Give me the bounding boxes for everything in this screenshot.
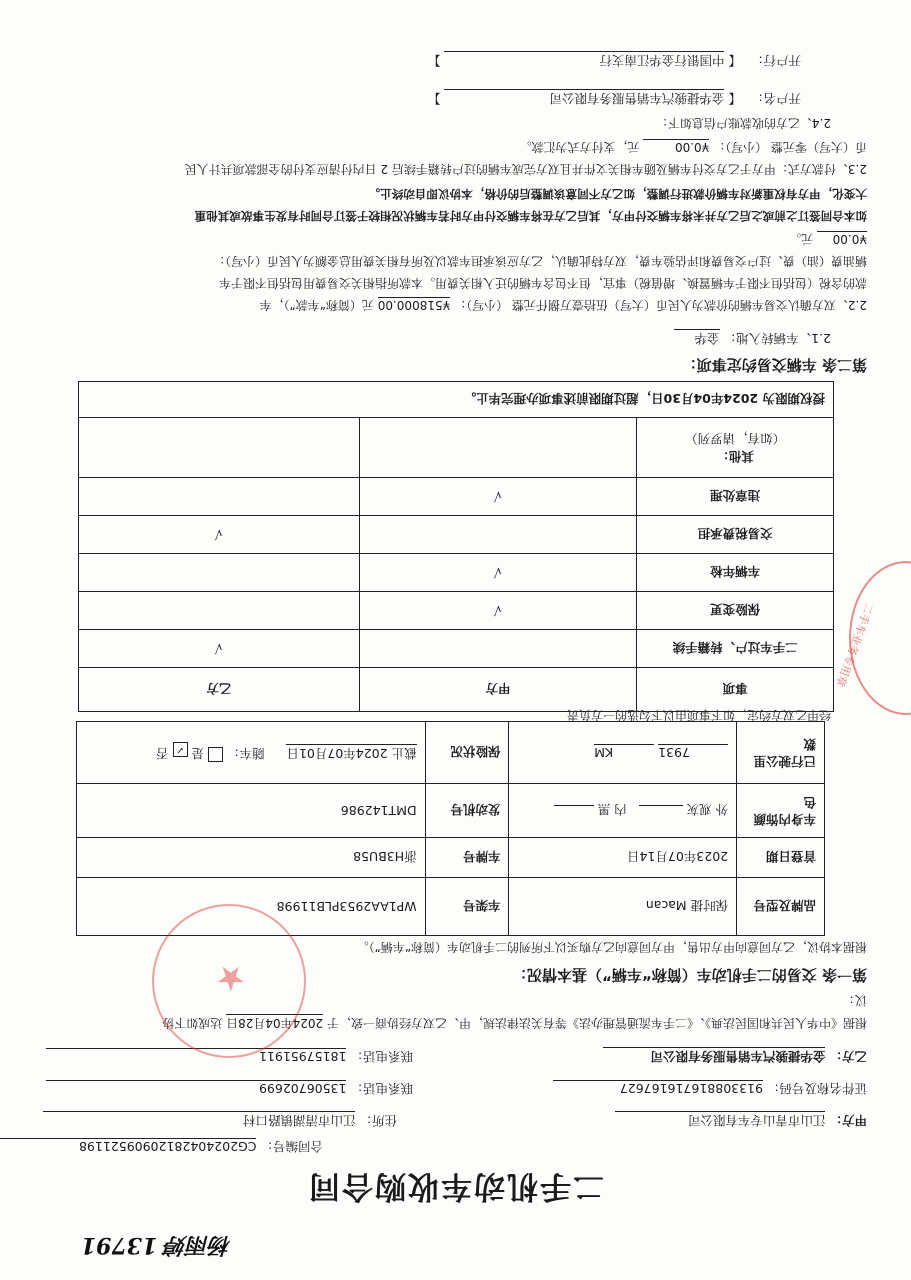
seal-text: 二手车业务专用章 bbox=[833, 601, 876, 689]
plate-value: 浙H3BU58 bbox=[77, 838, 426, 878]
clause-2-1-value: 金华 bbox=[674, 329, 720, 348]
clause-2-2-line4 bbox=[789, 231, 867, 248]
color-exterior-line bbox=[639, 806, 683, 807]
buyer-phone: 13506702699 bbox=[47, 1080, 347, 1096]
table-row bbox=[79, 478, 834, 516]
brand-label: 品牌及型号 bbox=[737, 878, 825, 936]
duty-table bbox=[78, 381, 834, 712]
account-name-label: 开户名： bbox=[750, 91, 801, 106]
duty-intro: 经甲乙双方约定，如下事项由以下勾选的一方负责 bbox=[566, 708, 831, 722]
table-row bbox=[79, 592, 834, 630]
insurance-yes-checkbox[interactable] bbox=[208, 747, 223, 762]
clause-2-3-method: 元，支付方式为汇款。 bbox=[519, 140, 640, 154]
duty-buyer-check bbox=[359, 516, 637, 554]
duty-seller-check bbox=[79, 592, 360, 630]
preamble-line2: 议： bbox=[841, 993, 867, 1008]
bold-clause-line1: 如本合同签订之前或之后乙方并未将车辆交付甲方，其后乙方在将车辆交付甲方时若车辆状况相较于签订合同时有发生事故或其他重 bbox=[194, 209, 867, 223]
vin-label: 车架号 bbox=[425, 878, 509, 936]
account-bank-bracket-close: 】 bbox=[428, 53, 441, 68]
vin-value: WP1AA2953PLB11998 bbox=[77, 878, 426, 936]
bold-clause-line2: 大变化，甲方有权重新对车辆价款进行调整，如乙方不同意该调整后的价格，本协议即自动终止。 bbox=[368, 187, 867, 201]
clause-2-1 bbox=[674, 329, 831, 348]
clause-2-3-line2 bbox=[519, 139, 867, 156]
registration-value: 2023年07月14日 bbox=[509, 838, 737, 878]
mileage-unit: KM bbox=[594, 745, 654, 761]
account-name-row bbox=[428, 89, 801, 108]
duty-seller-check: √ bbox=[79, 516, 360, 554]
buyer-address-row bbox=[44, 1111, 398, 1130]
insurance-yes-label: 是 bbox=[191, 746, 205, 761]
duty-buyer-check: √ bbox=[359, 592, 637, 630]
insurance-date: 截止 2024年07月01日 bbox=[286, 746, 417, 761]
account-bank-bracket-open: 【 bbox=[728, 53, 741, 68]
plate-label: 车牌号 bbox=[425, 838, 509, 878]
table-row bbox=[79, 668, 834, 712]
clause-2-3-upper: 币（大写）零元整 bbox=[770, 140, 867, 154]
contract-number-row bbox=[0, 1138, 323, 1156]
clause-2-1-label: 2.1、车辆转入地： bbox=[723, 331, 831, 346]
duty-item: 交易税费承担 bbox=[637, 516, 834, 554]
clause-2-2-price: ¥518000.00 bbox=[377, 298, 451, 312]
insurance-no-label: 否 bbox=[156, 746, 169, 761]
clause-2-3-line1 bbox=[185, 161, 867, 178]
buyer-phone-row bbox=[47, 1080, 414, 1098]
clause-2-4: 2.4、乙方的收款账户信息如下： bbox=[655, 116, 831, 130]
duty-other-label: 其他： bbox=[716, 449, 754, 464]
mileage-value-cell bbox=[509, 722, 737, 784]
duty-buyer-check: √ bbox=[359, 554, 637, 592]
color-label: 车身内饰颜色 bbox=[737, 784, 825, 838]
duty-item: 违章处理 bbox=[637, 478, 834, 516]
buyer-role: 甲方： bbox=[829, 1113, 867, 1128]
color-interior-line bbox=[554, 806, 594, 807]
table-row bbox=[77, 838, 825, 878]
duty-buyer-check: √ bbox=[359, 478, 637, 516]
account-name: 金华捷骏汽车销售服务有限公司 bbox=[445, 89, 725, 108]
color-interior: 内 黑 bbox=[597, 802, 627, 818]
duty-seller-check bbox=[79, 554, 360, 592]
buyer-phone-label: 联系电话： bbox=[350, 1081, 413, 1096]
duty-other-cell bbox=[637, 418, 834, 478]
duty-buyer-check bbox=[359, 630, 637, 668]
insurance-no-checkbox[interactable]: ✓ bbox=[173, 742, 188, 757]
seller-role: 乙方： bbox=[829, 1049, 867, 1064]
insurance-with-car-label: 随车： bbox=[226, 746, 265, 761]
red-seal-stamp bbox=[833, 561, 911, 715]
duty-seller-check bbox=[79, 478, 360, 516]
clause-2-2-text: 2.2、双方确认交易车辆的价款为人民币（大写）伍拾壹万捌仟元整 bbox=[511, 298, 867, 312]
mileage-value: 7931 bbox=[658, 745, 728, 761]
clause-2-2-lower-label: （小写）： bbox=[454, 298, 509, 312]
duty-header-buyer: 甲方 bbox=[359, 668, 637, 712]
seller-name-row bbox=[604, 1047, 868, 1066]
duty-header-seller: 乙方 bbox=[79, 668, 360, 712]
table-row bbox=[79, 630, 834, 668]
account-bank-row bbox=[428, 51, 801, 70]
section1-intro: 根据本协议，乙方同意向甲方出售，甲方同意向乙方购买以下所列的二手机动车（简称“车辆”）。 bbox=[356, 940, 867, 954]
clause-2-3-lower-label: （小写）： bbox=[713, 140, 768, 154]
buyer-id-row bbox=[553, 1080, 867, 1098]
contract-number-label: 合同编号： bbox=[260, 1139, 323, 1154]
preamble-text: 根据《中华人民共和国民法典》、《二手车流通管理办法》等有关法律法规，甲、乙双方经协商一致，于 bbox=[326, 1016, 867, 1030]
account-name-bracket-open: 【 bbox=[728, 91, 741, 106]
buyer-id: 91330881671616762​7 bbox=[553, 1080, 763, 1096]
clause-2-3-text-end: 日内付清应支付的全部款项共计人民 bbox=[184, 162, 377, 176]
brand-value: 保时捷 Macan bbox=[509, 878, 737, 936]
clause-2-2-fee: ¥0.00 bbox=[817, 231, 867, 246]
clause-2-2-line3: 辆油费（油）费、过户交易费和评估验车费，双方特此确认，乙方应该承担车款以及所有相关费用总金额为人民币（小写）： bbox=[212, 254, 867, 268]
table-row bbox=[77, 784, 825, 838]
buyer-id-label: 证件名称及号码： bbox=[766, 1081, 867, 1096]
clause-2-2-fee-unit: 元。 bbox=[789, 232, 814, 246]
table-row bbox=[77, 722, 825, 784]
table-row bbox=[79, 516, 834, 554]
engine-value: DMT142986 bbox=[77, 784, 426, 838]
buyer-address-label: 住所： bbox=[359, 1113, 397, 1128]
handwritten-signature: 杨雨婷 13791 bbox=[80, 1232, 231, 1258]
account-bank-label: 开户行： bbox=[750, 53, 801, 68]
buyer-address: 江山市清湖镇路口村 bbox=[44, 1111, 356, 1130]
clause-2-2-line1 bbox=[259, 297, 867, 314]
clause-2-2-line2: 款的含税（包括但不限于车辆置换、增值税）事宜，但不包含车辆的迁入相关费用。本款所指相关交易费用包括但不限于车 bbox=[218, 276, 867, 290]
color-value bbox=[509, 784, 737, 838]
mileage-label: 已行驶公里数 bbox=[737, 722, 825, 784]
section2-title: 第二条 车辆交易约定事项： bbox=[681, 356, 867, 374]
buyer-name-row bbox=[616, 1111, 868, 1130]
seal-star-icon: ★ bbox=[215, 958, 246, 998]
insurance-label: 保险状况 bbox=[425, 722, 509, 784]
preamble-text-end: 达成如下协 bbox=[162, 1016, 223, 1030]
table-row bbox=[79, 382, 834, 418]
duty-other-seller bbox=[79, 418, 360, 478]
registration-label: 首登日期 bbox=[737, 838, 825, 878]
table-row bbox=[79, 554, 834, 592]
contract-number: CG20240428120909521198 bbox=[0, 1138, 257, 1154]
duty-other-buyer bbox=[359, 418, 637, 478]
seller-name: 金华捷骏汽车销售服务有限公司 bbox=[604, 1047, 826, 1066]
insurance-value bbox=[77, 722, 426, 784]
seller-phone: 18157951911 bbox=[47, 1048, 347, 1064]
vehicle-info-table bbox=[76, 721, 825, 936]
duty-item: 二手车过户、转籍手续 bbox=[637, 630, 834, 668]
clause-2-3-amount: ¥0.00 bbox=[643, 139, 709, 154]
buyer-name: 江山市青山专车有限公司 bbox=[616, 1111, 826, 1130]
account-bank: 中国银行金华江南支行 bbox=[445, 51, 725, 70]
duty-item: 车辆年检 bbox=[637, 554, 834, 592]
section1-title: 第一条 交易的二手机动车（简称“车辆”）基本情况： bbox=[512, 966, 867, 984]
contract-title: 二手机动车收购合同 bbox=[307, 1168, 604, 1204]
red-seal-stamp-2 bbox=[152, 904, 306, 1058]
color-exterior: 外 观灰 bbox=[686, 802, 729, 818]
duty-other-note: （如有，请罗列） bbox=[685, 431, 786, 447]
seller-phone-label: 联系电话： bbox=[350, 1049, 413, 1064]
duty-item: 保险变更 bbox=[637, 592, 834, 630]
preamble-date: 2024年04月28日 bbox=[226, 1016, 324, 1030]
clause-2-3-text: 2.3、付款方式：甲方于乙方交付车辆及随车相关文件并且双方完成车辆的过户转籍手续后 2 bbox=[380, 162, 867, 176]
account-name-bracket-close: 】 bbox=[428, 91, 441, 106]
duty-seller-check: √ bbox=[79, 630, 360, 668]
duty-header-item: 事项 bbox=[637, 668, 834, 712]
engine-label: 发动机号 bbox=[425, 784, 509, 838]
table-row bbox=[79, 418, 834, 478]
clause-2-2-unit: 元（简称“车款”），车 bbox=[259, 298, 374, 312]
authorization-period: 授权期限为 2024年04月30日，超过期限前述事项办理完毕止。 bbox=[79, 382, 834, 418]
